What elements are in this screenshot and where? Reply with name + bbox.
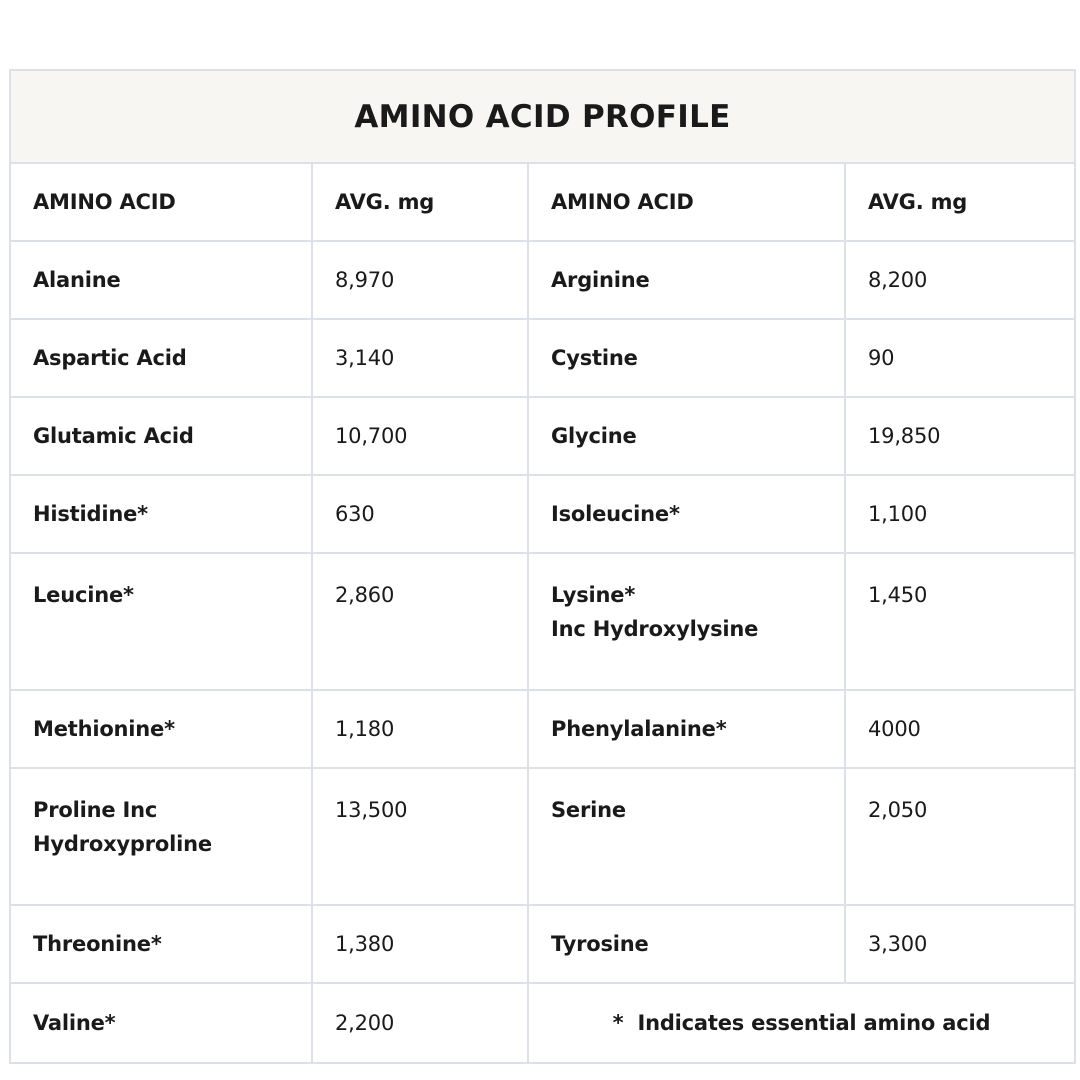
column-header-avg-mg-right: AVG. mg xyxy=(845,163,1075,241)
amino-acid-name xyxy=(10,475,312,553)
amino-acid-avg-mg: 630 xyxy=(312,475,528,553)
amino-acid-avg-mg: 8,200 xyxy=(845,241,1075,319)
amino-acid-avg-mg: 90 xyxy=(845,319,1075,397)
amino-acid-name-line: Methionine* xyxy=(33,717,175,741)
amino-acid-name-line: Glycine xyxy=(551,424,637,448)
column-header-amino-acid-right: AMINO ACID xyxy=(528,163,845,241)
amino-acid-name-line: Phenylalanine* xyxy=(551,717,727,741)
amino-acid-name-line: Histidine* xyxy=(33,502,148,526)
amino-acid-name-line: Cystine xyxy=(551,346,638,370)
amino-acid-name-line: Hydroxyproline xyxy=(33,832,212,856)
amino-acid-avg-mg: 4000 xyxy=(845,690,1075,768)
amino-acid-name xyxy=(10,905,312,983)
amino-acid-avg-mg: 8,970 xyxy=(312,241,528,319)
amino-acid-avg-mg: 3,140 xyxy=(312,319,528,397)
amino-acid-avg-mg: 2,860 xyxy=(312,553,528,690)
amino-acid-name xyxy=(528,397,845,475)
amino-acid-name xyxy=(10,768,312,905)
amino-acid-name xyxy=(10,690,312,768)
amino-acid-name-line: Serine xyxy=(551,798,626,822)
table-row xyxy=(10,397,1075,475)
amino-acid-name xyxy=(528,319,845,397)
amino-acid-avg-mg: 1,180 xyxy=(312,690,528,768)
table-title: AMINO ACID PROFILE xyxy=(10,70,1075,163)
amino-acid-name xyxy=(10,397,312,475)
table-row xyxy=(10,983,1075,1063)
amino-acid-name-line: Alanine xyxy=(33,268,121,292)
amino-acid-name-line: Inc Hydroxylysine xyxy=(551,617,759,641)
footnote-asterisk: * xyxy=(612,1011,624,1035)
amino-acid-name xyxy=(10,553,312,690)
amino-acid-name-line: Threonine* xyxy=(33,932,162,956)
amino-acid-name xyxy=(10,319,312,397)
amino-acid-name-line: Glutamic Acid xyxy=(33,424,194,448)
amino-acid-avg-mg: 10,700 xyxy=(312,397,528,475)
amino-acid-name-line: Proline Inc xyxy=(33,798,158,822)
amino-acid-name xyxy=(528,241,845,319)
table-row xyxy=(10,905,1075,983)
table-row xyxy=(10,690,1075,768)
table-row xyxy=(10,553,1075,690)
amino-acid-avg-mg: 1,450 xyxy=(845,553,1075,690)
amino-acid-name-line: Isoleucine* xyxy=(551,502,680,526)
amino-acid-name xyxy=(10,241,312,319)
amino-acid-name xyxy=(528,905,845,983)
amino-acid-table xyxy=(9,69,1076,1064)
column-header-amino-acid-left: AMINO ACID xyxy=(10,163,312,241)
amino-acid-name xyxy=(528,768,845,905)
amino-acid-avg-mg: 13,500 xyxy=(312,768,528,905)
amino-acid-name xyxy=(528,690,845,768)
amino-acid-name-line: Leucine* xyxy=(33,583,134,607)
amino-acid-name xyxy=(528,475,845,553)
amino-acid-name-line: Aspartic Acid xyxy=(33,346,187,370)
column-header-avg-mg-left: AVG. mg xyxy=(312,163,528,241)
table-row xyxy=(10,475,1075,553)
footnote xyxy=(528,983,1075,1063)
table-row xyxy=(10,319,1075,397)
amino-acid-name-line: Tyrosine xyxy=(551,932,649,956)
table-row xyxy=(10,768,1075,905)
amino-acid-avg-mg: 19,850 xyxy=(845,397,1075,475)
amino-acid-name-line: Lysine* xyxy=(551,583,636,607)
table-row xyxy=(10,241,1075,319)
amino-acid-name xyxy=(528,553,845,690)
amino-acid-avg-mg: 3,300 xyxy=(845,905,1075,983)
header-row xyxy=(10,163,1075,241)
amino-acid-avg-mg: 1,100 xyxy=(845,475,1075,553)
amino-acid-avg-mg: 1,380 xyxy=(312,905,528,983)
amino-acid-name: Valine* xyxy=(10,983,312,1063)
amino-acid-avg-mg: 2,200 xyxy=(312,983,528,1063)
amino-acid-name-line: Arginine xyxy=(551,268,650,292)
footnote-text: Indicates essential amino acid xyxy=(637,1011,991,1035)
amino-acid-avg-mg: 2,050 xyxy=(845,768,1075,905)
